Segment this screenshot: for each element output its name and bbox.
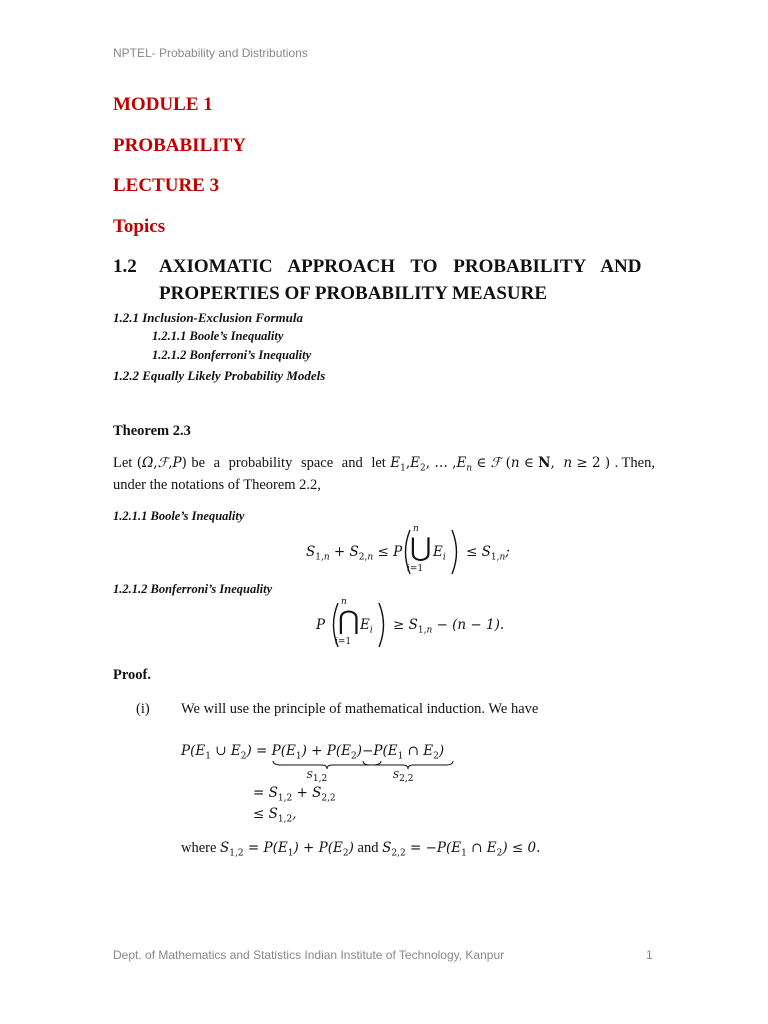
theorem-line1	[113, 455, 655, 474]
s12-definition: $S_{1,2} = P(E_1) + P(E_2)$	[220, 840, 354, 859]
theorem-be-space: be a probability space and let	[191, 455, 386, 471]
section-title-line2: PROPERTIES OF PROBABILITY MEASURE	[159, 283, 548, 304]
theorem-title: Theorem 2.3	[113, 423, 191, 439]
page-number: 1	[646, 948, 653, 962]
theorem-let: Let	[113, 455, 133, 471]
proof-item-marker: (i)	[136, 701, 150, 717]
theorem-line2: under the notations of Theorem 2.2,	[113, 477, 321, 493]
section-title-line1	[159, 256, 655, 278]
toc-item-booles: 1.2.1.1 Boole’s Inequality	[152, 329, 284, 343]
where-word: where	[181, 840, 217, 856]
s22-definition: $S_{2,2} = -P(E_1$ ∩ $E_2) \le 0$.	[382, 840, 541, 859]
theorem-then: . Then,	[614, 455, 655, 471]
booles-label: 1.2.1.1 Boole’s Inequality	[113, 509, 245, 523]
where-line	[181, 840, 540, 859]
lecture-heading: LECTURE 3	[113, 175, 220, 196]
and-word: and	[357, 840, 379, 856]
toc-item-equally-likely: 1.2.2 Equally Likely Probability Models	[113, 368, 326, 383]
toc-item-bonferroni: 1.2.1.2 Bonferroni’s Inequality	[152, 348, 312, 362]
module-heading: MODULE 1	[113, 94, 213, 115]
proof-intro: We will use the principle of mathematical induction. We have	[181, 701, 539, 717]
probability-space-formula: (Ω,ℱ,P)	[136, 455, 187, 471]
toc-item-inclusion-exclusion: 1.2.1 Inclusion-Exclusion Formula	[113, 310, 303, 325]
running-header: NPTEL- Probability and Distributions	[113, 46, 308, 60]
bonferroni-label: 1.2.1.2 Bonferroni’s Inequality	[113, 582, 273, 596]
equation-step2: = $S_{1,2} + S_{2,2}$	[253, 785, 336, 804]
union-equation: $P(E_1$ ∪ $E_2) = P(E_1) + P(E_2)$ $S_{1,2}$ $-P(E_1$ ∩ $E_2$) $S_{2,2}$	[181, 743, 444, 762]
section-number: 1.2	[113, 256, 137, 277]
bonferroni-inequality-formula: P n ⋂ i=1 $E_i$ ≥ $S_{1,n} - (n - 1)$.	[316, 597, 505, 647]
footer-institute: Dept. of Mathematics and Statistics Indian Institute of Technology, Kanpur	[113, 948, 505, 962]
section-title-line1-text: AXIOMATIC APPROACH TO PROBABILITY AND	[159, 256, 642, 277]
booles-inequality-formula: $S_{1,n} + S_{2,n} \le P$ n ⋃ i=1 $E_i$ ≤ $S_{1,n}$;	[306, 524, 510, 574]
topics-heading: Topics	[113, 216, 166, 237]
subject-heading: PROBABILITY	[113, 135, 247, 156]
proof-title: Proof.	[113, 667, 151, 683]
events-formula: $E_1,E_2$, … $,E_n$ ∈ ℱ (n ∈ N, n ≥ 2 )	[390, 455, 611, 474]
equation-step3: ≤ $S_{1,2}$,	[253, 806, 297, 825]
